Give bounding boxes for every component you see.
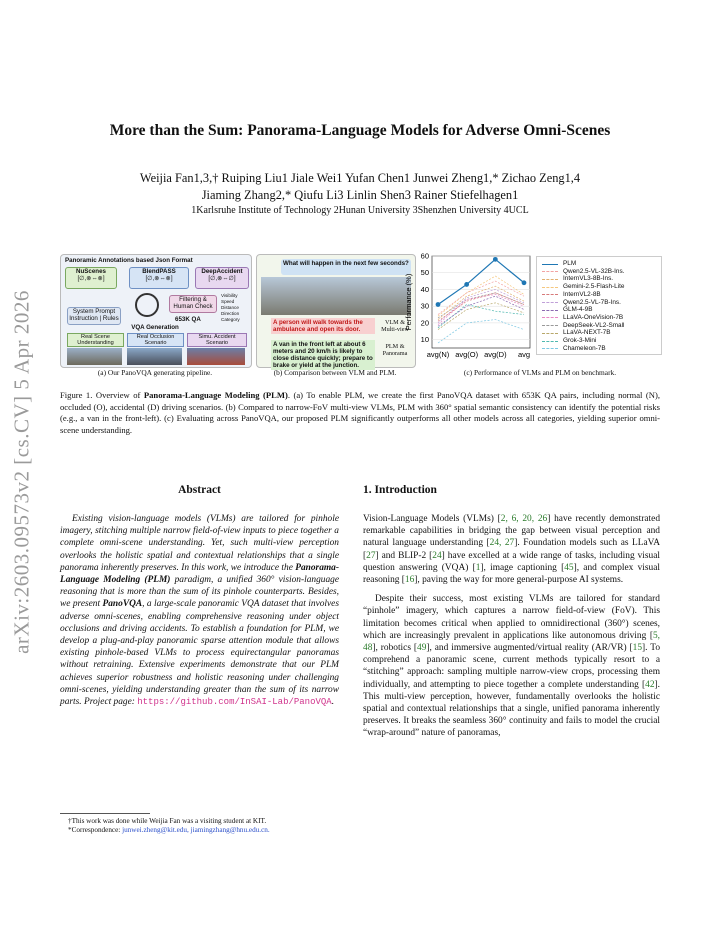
intro-paragraph-2 bbox=[363, 593, 660, 739]
legend-entry: Qwen2.5-VL-32B-Ins. bbox=[563, 267, 625, 275]
y-tick-label: 10 bbox=[420, 335, 429, 345]
arxiv-identifier: arXiv:2603.09573v2 [cs.CV] 5 Apr 2026 bbox=[9, 290, 34, 654]
plot-area bbox=[432, 256, 530, 348]
legend-swatch bbox=[542, 333, 558, 334]
attribute-visibility: Visibility bbox=[221, 293, 238, 298]
legend-entry: PLM bbox=[563, 260, 577, 267]
vlm-label: VLM & Multi-view bbox=[381, 319, 409, 333]
data-point bbox=[493, 257, 498, 262]
y-tick-label: 40 bbox=[420, 284, 429, 294]
footnote-1: †This work was done while Weijia Fan was a visiting student at KIT. bbox=[68, 817, 267, 825]
attribute-speed: Speed bbox=[221, 299, 235, 304]
intro-paragraph-1 bbox=[363, 513, 660, 586]
legend-entry: Grok-3-Mini bbox=[563, 337, 597, 344]
x-tick-label: avg(N) bbox=[426, 350, 450, 359]
intro-text: ]. To comprehend a panoramic scene, current methods typically resort to a “stitching” approach: sampling multiple narrow-view crops, processing them individually, and attempting to piece together a complete understanding [ bbox=[363, 643, 661, 690]
abstract-p2: paradigm, a unified 360° vision-language reasoning that is more than the sum of its pinhole counterparts. Besides, we present bbox=[60, 575, 339, 610]
footnote-2 bbox=[60, 826, 350, 835]
citation[interactable]: 24 bbox=[432, 550, 442, 561]
performance-chart bbox=[400, 250, 536, 366]
scenario-real-occlusion: Real Occlusion Scenario bbox=[127, 333, 184, 347]
intro-text: ] and BLIP-2 [ bbox=[375, 550, 433, 561]
plm-right-answer: A van in the front left at about 6 meters and 20 km/h is likely to close distance quickly; prepare to brake or yield at the junction. bbox=[271, 340, 375, 370]
panel-b-caption: (b) Comparison between VLM and PLM. bbox=[273, 368, 397, 377]
legend-swatch bbox=[542, 271, 558, 272]
abstract-p1: Existing vision-language models (VLMs) are tailored for pinhole imagery, stitching multiple narrow field-of-view inputs to piece together a complete omni-scene understanding. Yet, such multi-view perception overlooks the holistic spatial and contextual relationships that a single panorama inherently preserves. In this work, we introduce the bbox=[60, 514, 339, 573]
legend-swatch bbox=[542, 310, 558, 311]
system-prompt-box: System Prompt Instruction | Rules bbox=[67, 307, 121, 325]
legend-entry: Gemini-2.5-Flash-Lite bbox=[563, 283, 625, 291]
legend-swatch bbox=[542, 294, 558, 295]
attribute-category: Category bbox=[221, 317, 240, 322]
legend-swatch bbox=[542, 341, 558, 342]
caption-bold: Panorama-Language Modeling (PLM) bbox=[143, 390, 288, 400]
attribute-distance: Distance bbox=[221, 305, 239, 310]
citation[interactable]: 24, 27 bbox=[489, 538, 515, 549]
dataset-name: NuScenes bbox=[76, 268, 106, 275]
y-tick-label: 50 bbox=[420, 268, 429, 278]
intro-text: ], and immersive augmented/virtual reality (AR/VR) [ bbox=[426, 643, 633, 654]
citation[interactable]: 27 bbox=[366, 550, 376, 561]
caption-label: Figure 1. Overview of bbox=[60, 390, 144, 400]
abstract-b2: PanoVQA bbox=[102, 599, 143, 610]
y-tick-label: 30 bbox=[420, 301, 429, 311]
citation[interactable]: 49 bbox=[417, 643, 427, 654]
scene-thumbnail-real bbox=[67, 348, 122, 365]
intro-text: ], robotics [ bbox=[372, 643, 418, 654]
scene-thumbnail-accident bbox=[187, 348, 245, 365]
panel-c-caption: (c) Performance of VLMs and PLM on benchmark. bbox=[463, 368, 617, 377]
panel-a-pipeline bbox=[60, 254, 252, 368]
abstract-text bbox=[60, 513, 339, 708]
panel-a-header: Panoramic Annotations based Json Format bbox=[65, 257, 193, 264]
arxiv-sidebar bbox=[2, 262, 42, 682]
footnote-rule bbox=[60, 813, 150, 814]
legend-swatch bbox=[542, 264, 558, 265]
legend-swatch bbox=[542, 302, 558, 303]
dataset-name: DeepAccident bbox=[201, 268, 243, 275]
introduction-text bbox=[363, 513, 660, 740]
panel-a-caption: (a) Our PanoVQA generating pipeline. bbox=[97, 368, 213, 377]
scenario-real-scene: Real Scene Understanding bbox=[67, 333, 124, 347]
scenario-simu-accident: Simu. Accident Scenario bbox=[187, 333, 247, 347]
dataset-box-deepaccident bbox=[195, 267, 249, 289]
authors-line-2: Jiaming Zhang2,* Qiufu Li3 Linlin Shen3 Rainer Stiefelhagen1 bbox=[201, 188, 519, 202]
citation[interactable]: 5, 48 bbox=[363, 630, 660, 654]
legend-swatch bbox=[542, 279, 558, 280]
intro-text: ]. Foundation models such as LLaVA [ bbox=[363, 538, 660, 561]
intro-text: ] have recently demonstrated remarkable capabilities in bridging the gap between visual perception and natural language understanding [ bbox=[363, 514, 661, 549]
data-point bbox=[436, 302, 441, 307]
abstract-end: . bbox=[331, 697, 335, 708]
dataset-box-blendpass bbox=[129, 267, 189, 289]
intro-text: ]. This multi-view perception, however, fundamentally overlooks the holistic spatial and contextual relationships that a single, unified panorama inherently preserves. It breaks the seamless 360° continuity and fails to model the crucial “wrap-around” nature of panoramas, bbox=[363, 679, 660, 739]
affiliations: 1Karlsruhe Institute of Technology 2Hunan University 3Shenzhen University 4UCL bbox=[191, 205, 529, 216]
paper-title: More than the Sum: Panorama-Language Models for Adverse Omni-Scenes bbox=[109, 122, 611, 139]
intro-text: ], and complex visual reasoning [ bbox=[363, 562, 661, 586]
attribute-list bbox=[221, 293, 240, 323]
y-tick-label: 60 bbox=[420, 251, 429, 261]
dataset-name: BlendPASS bbox=[142, 268, 176, 275]
introduction-heading: 1. Introduction bbox=[363, 484, 437, 496]
legend-swatch bbox=[542, 287, 558, 288]
legend-swatch bbox=[542, 348, 558, 349]
multiview-images bbox=[261, 277, 411, 315]
attribute-direction: Direction bbox=[221, 311, 240, 316]
project-page-link[interactable]: https://github.com/InSAI-Lab/PanoVQA bbox=[137, 697, 332, 708]
y-tick-label: 20 bbox=[420, 318, 429, 328]
intro-text: Vision-Language Models (VLMs) [ bbox=[363, 514, 501, 524]
citation[interactable]: 42 bbox=[645, 679, 655, 690]
figure-caption bbox=[60, 390, 660, 436]
footnote-2-label: *Correspondence: bbox=[68, 826, 123, 834]
x-tick-label: avg(O) bbox=[455, 350, 479, 359]
caption-rest: . (a) To enable PLM, we create the first PanoVQA dataset with 653K QA pairs, including normal (N), occluded (O), accidental (D) driving scenarios. (b) Compared to narrow-FoV multi-view VLMs, PLM with 360° spatial semantic consistency can identify the potential risks (e.g., a van in the front-left). (c) Evaluating across PanoVQA, our proposed PLM significantly outperforms all other models across all categories, yielding superior omni-scene understanding. bbox=[60, 390, 660, 435]
x-tick-label: avg bbox=[517, 350, 531, 359]
legend-entry: DeepSeek-VL2-Small bbox=[563, 321, 625, 329]
abstract-b1: Panorama-Language Modeling (PLM) bbox=[60, 562, 339, 586]
panel-b-comparison bbox=[256, 254, 416, 368]
citation[interactable]: 15 bbox=[632, 643, 643, 654]
legend-entry: InternVL2-8B bbox=[563, 290, 601, 298]
filter-check-box: Filtering & Human Check bbox=[169, 295, 217, 313]
openai-logo-icon bbox=[135, 293, 159, 317]
footnotes bbox=[60, 817, 350, 835]
data-point bbox=[522, 280, 527, 285]
legend-entry: InternVL3-8B-Ins. bbox=[563, 275, 614, 283]
scene-thumbnail-occlusion bbox=[127, 348, 182, 365]
qa-count: 653K QA bbox=[175, 316, 201, 323]
legend-entry: Qwen2.5-VL-7B-Ins. bbox=[563, 298, 621, 306]
legend-swatch bbox=[542, 325, 558, 326]
intro-text: ], image captioning [ bbox=[480, 562, 565, 573]
chart-legend bbox=[536, 256, 662, 355]
authors-line-1: Weijia Fan1,3,† Ruiping Liu1 Jiale Wei1 Yufan Chen1 Junwei Zheng1,* Zichao Zeng1,4 bbox=[139, 171, 581, 185]
dataset-tag: [∅,⊗⇔⊗] bbox=[145, 275, 173, 282]
citation[interactable]: 45 bbox=[564, 562, 574, 573]
legend-entry: GLM-4-9B bbox=[563, 306, 593, 314]
legend-entry: Chameleon-7B bbox=[563, 344, 606, 352]
legend-entry: LLaVA-NEXT-7B bbox=[563, 329, 611, 337]
dataset-tag: [∅,⊗⇔∅] bbox=[208, 275, 236, 282]
dataset-tag: [∅,⊗⇔⊗] bbox=[77, 275, 105, 282]
citation[interactable]: 2, 6, 20, 26 bbox=[500, 514, 548, 524]
citation[interactable]: 16 bbox=[404, 575, 415, 586]
author-list bbox=[60, 170, 660, 204]
citation[interactable]: 1 bbox=[475, 562, 481, 573]
y-axis-label: Performance (%) bbox=[404, 273, 413, 331]
abstract-p3: , a large-scale panoramic VQA dataset that involves adverse omni-scenes, enabling comprehensive reasoning under object occlusions and driving accidents. To establish a foundation for PLM, we develop a plug-and-play panoramic sparse attention module that allows existing pinhole-based VLMs to process equirectangular panoramas without retraining. Extensive experiments demonstrate that our PLM achieves superior robustness and holistic reasoning under challenging omni-scenes, yielding understanding greater than the sum of its narrow parts. Project page: bbox=[60, 599, 339, 708]
correspondence-emails[interactable]: junwei.zheng@kit.edu, jiamingzhang@hnu.edu.cn. bbox=[122, 826, 270, 834]
intro-text: ], paving the way for more general-purpose AI systems. bbox=[414, 575, 624, 586]
intro-text: Despite their success, most existing VLMs are tailored for standard “pinhole” imagery, which captures a narrow field-of-view (FoV). This limitation becomes critical when applied to omnidirectional (360°) scenes, which are increasingly prevalent in applications like autonomous driving [ bbox=[363, 594, 660, 641]
dataset-box-nuscenes bbox=[65, 267, 117, 289]
question-bubble: What will happen in the next few seconds? bbox=[281, 259, 411, 275]
plm-label: PLM & Panorama bbox=[382, 343, 408, 357]
x-tick-label: avg(D) bbox=[484, 350, 507, 359]
legend-entry: LLaVA-OneVision-7B bbox=[563, 313, 624, 321]
abstract-heading: Abstract bbox=[178, 484, 221, 496]
intro-text: ] have excelled at a wide range of tasks, including visual question answering (VQA) [ bbox=[363, 550, 661, 573]
data-point bbox=[464, 282, 469, 287]
vqa-generation-header: VQA Generation bbox=[131, 324, 179, 331]
legend-swatch bbox=[542, 317, 558, 318]
vlm-wrong-answer: A person will walk towards the ambulance and open its door. bbox=[271, 318, 375, 334]
